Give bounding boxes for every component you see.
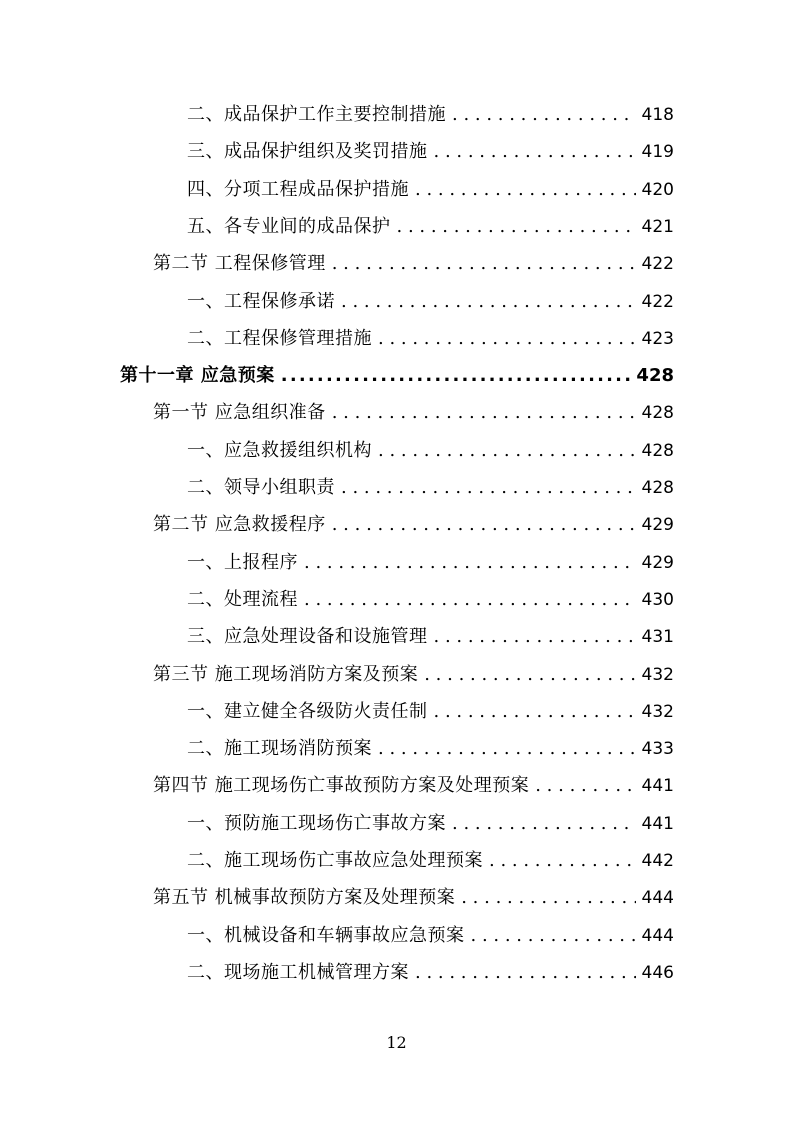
- toc-dot-leader: [304, 589, 636, 610]
- toc-entry-page: 446: [641, 962, 674, 983]
- toc-entry-label: 二、施工现场伤亡事故应急处理预案: [187, 850, 483, 871]
- toc-entry-page: 432: [641, 664, 674, 685]
- toc-entry-page: 431: [641, 627, 674, 648]
- toc-subsection-entry[interactable]: [187, 137, 674, 167]
- toc-dot-leader: [471, 925, 636, 946]
- toc-entry-page: 430: [641, 589, 674, 610]
- toc-entry-page: 429: [641, 552, 674, 573]
- toc-entry-label: 第五节 机械事故预防方案及处理预案: [153, 887, 456, 909]
- toc-entry-label: 二、领导小组职责: [187, 477, 335, 498]
- toc-dot-leader: [341, 291, 636, 312]
- toc-subsection-entry[interactable]: [187, 287, 674, 317]
- toc-entry-label: 第一节 应急组织准备: [153, 402, 326, 424]
- toc-subsection-entry[interactable]: [187, 809, 674, 839]
- toc-entry-page: 428: [636, 365, 674, 387]
- toc-subsection-entry[interactable]: [187, 697, 674, 727]
- toc-entry-page: 444: [641, 925, 674, 946]
- toc-entry-label: 二、施工现场消防预案: [187, 738, 372, 760]
- toc-entry-label: 二、成品保护工作主要控制措施: [187, 104, 446, 125]
- toc-entry-label: 二、处理流程: [187, 588, 298, 610]
- toc-section-entry[interactable]: [153, 771, 674, 801]
- toc-entry-label: 第二节 应急救援程序: [153, 514, 326, 536]
- toc-entry-page: 418: [641, 105, 674, 125]
- toc-subsection-entry[interactable]: [187, 585, 674, 615]
- toc-section-entry[interactable]: [153, 660, 674, 690]
- toc-dot-leader: [378, 738, 636, 759]
- toc-dot-leader: [535, 775, 635, 796]
- toc-dot-leader: [415, 962, 636, 983]
- toc-dot-leader: [424, 664, 635, 685]
- toc-entry-page: 432: [641, 701, 674, 722]
- toc-subsection-entry[interactable]: [187, 548, 674, 578]
- toc-entry-label: 一、工程保修承诺: [187, 290, 335, 312]
- toc-subsection-entry[interactable]: [187, 175, 674, 205]
- toc-chapter-entry[interactable]: [120, 361, 674, 391]
- toc-dot-leader: [489, 850, 636, 871]
- toc-entry-label: 三、应急处理设备和设施管理: [187, 626, 428, 648]
- toc-entry-page: 428: [641, 478, 674, 498]
- toc-subsection-entry[interactable]: [187, 846, 674, 876]
- toc-dot-leader: [434, 701, 636, 722]
- toc-section-entry[interactable]: [153, 398, 674, 428]
- toc-entry-label: 第四节 施工现场伤亡事故预防方案及处理预案: [153, 775, 530, 797]
- toc-entry-label: 一、建立健全各级防火责任制: [187, 700, 428, 722]
- toc-entry-label: 一、预防施工现场伤亡事故方案: [187, 812, 446, 834]
- toc-entry-page: 428: [641, 403, 674, 424]
- toc-entry-label: 五、各专业间的成品保护: [187, 215, 391, 237]
- toc-dot-leader: [304, 552, 636, 573]
- page-number: 12: [386, 1033, 407, 1052]
- toc-dot-leader: [397, 216, 636, 237]
- toc-entry-label: 第十一章 应急预案: [120, 365, 275, 387]
- toc-dot-leader: [332, 253, 636, 274]
- toc-dot-leader: [461, 887, 635, 908]
- toc-entry-label: 一、应急救援组织机构: [187, 439, 372, 461]
- toc-dot-leader: [415, 179, 636, 200]
- toc-entry-page: 442: [641, 851, 674, 871]
- toc-subsection-entry[interactable]: [187, 212, 674, 242]
- toc-entry-label: 一、上报程序: [187, 551, 298, 573]
- toc-entry-page: 423: [641, 328, 674, 349]
- toc-dot-leader: [332, 402, 636, 423]
- toc-entry-label: 第二节 工程保修管理: [153, 253, 326, 275]
- toc-entry-page: 422: [641, 291, 674, 312]
- toc-dot-leader: [341, 477, 636, 498]
- toc-dot-leader: [434, 626, 636, 647]
- toc-dot-leader: [332, 514, 636, 535]
- toc-entry-page: 429: [641, 515, 674, 536]
- toc-entry-label: 二、工程保修管理措施: [187, 327, 372, 349]
- toc-entry-page: 428: [641, 440, 674, 461]
- toc-subsection-entry[interactable]: [187, 921, 674, 951]
- toc-section-entry[interactable]: [153, 883, 674, 913]
- toc-subsection-entry[interactable]: [187, 958, 674, 988]
- toc-section-entry[interactable]: [153, 249, 674, 279]
- toc-dot-leader: [281, 365, 631, 386]
- toc-entry-label: 三、成品保护组织及奖罚措施: [187, 141, 428, 163]
- toc-entry-page: 441: [641, 813, 674, 834]
- toc-entry-label: 一、机械设备和车辆事故应急预案: [187, 924, 465, 946]
- toc-section-entry[interactable]: [153, 510, 674, 540]
- toc-entry-label: 四、分项工程成品保护措施: [187, 178, 409, 200]
- toc-dot-leader: [434, 141, 636, 162]
- toc-entry-page: 441: [641, 776, 674, 797]
- toc-subsection-entry[interactable]: [187, 734, 674, 764]
- toc-subsection-entry[interactable]: [187, 324, 674, 354]
- toc-entry-label: 第三节 施工现场消防方案及预案: [153, 663, 419, 685]
- toc-dot-leader: [452, 813, 636, 834]
- toc-subsection-entry[interactable]: [187, 436, 674, 466]
- toc-dot-leader: [378, 328, 636, 349]
- toc-entry-page: 419: [641, 142, 674, 163]
- toc-subsection-entry[interactable]: [187, 622, 674, 652]
- toc-entry-page: 433: [641, 739, 674, 760]
- toc-entry-page: 421: [641, 216, 674, 237]
- toc-dot-leader: [452, 104, 636, 125]
- toc-entry-page: 422: [641, 254, 674, 275]
- toc-entry-label: 二、现场施工机械管理方案: [187, 961, 409, 983]
- toc-entry-page: 444: [641, 888, 674, 909]
- toc-subsection-entry[interactable]: [187, 473, 674, 503]
- toc-dot-leader: [378, 440, 636, 461]
- toc-subsection-entry[interactable]: [187, 100, 674, 130]
- toc-entry-page: 420: [641, 179, 674, 200]
